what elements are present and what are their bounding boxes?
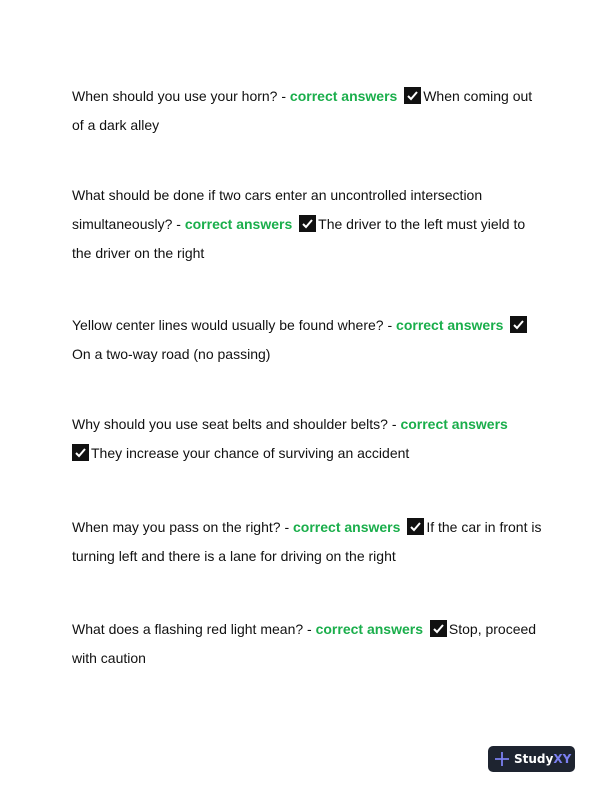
answer-text: Stop, proceed with caution	[72, 621, 537, 666]
question-text: When should you use your horn?	[72, 88, 278, 104]
dash: -	[383, 317, 397, 333]
checkmark-icon	[299, 215, 316, 232]
answer-text: When coming out of a dark alley	[72, 88, 533, 133]
qa-item	[72, 181, 542, 268]
checkmark-icon	[510, 316, 527, 333]
question-text: Why should you use seat belts and shoulder belts?	[72, 416, 388, 432]
correct-answers-label: correct answers	[400, 416, 508, 432]
qa-item	[72, 410, 542, 468]
answer-text: If the car in front is turning left and there is a lane for driving on the right	[72, 519, 542, 564]
plus-icon	[495, 752, 509, 766]
question-text: What does a flashing red light mean?	[72, 621, 304, 637]
correct-answers-label: correct answers	[289, 88, 398, 104]
brand-part1: Study	[514, 752, 554, 766]
checkmark-icon	[404, 87, 421, 104]
answer-text: The driver to the left must yield to the driver on the right	[72, 216, 526, 261]
answer-text: On a two-way road (no passing)	[72, 346, 271, 362]
checkmark-icon	[407, 518, 424, 535]
correct-answers-label: correct answers	[184, 216, 293, 232]
qa-item	[72, 615, 542, 673]
studyxy-badge[interactable]	[488, 746, 575, 772]
correct-answers-label: correct answers	[396, 317, 504, 333]
dash: -	[280, 519, 294, 535]
brand-part2: XY	[553, 752, 572, 766]
correct-answers-label: correct answers	[315, 621, 423, 637]
question-text: Yellow center lines would usually be found where?	[72, 317, 384, 333]
qa-item	[72, 311, 542, 369]
dash: -	[387, 416, 401, 432]
question-text: When may you pass on the right?	[72, 519, 281, 535]
qa-item	[72, 513, 542, 571]
qa-item	[72, 82, 542, 140]
dash: -	[277, 88, 290, 104]
dash: -	[172, 216, 185, 232]
answer-text: They increase your chance of surviving an accident	[91, 445, 410, 461]
checkmark-icon	[430, 620, 447, 637]
correct-answers-label: correct answers	[293, 519, 401, 535]
dash: -	[303, 621, 316, 637]
question-text: What should be done if two cars enter an uncontrolled intersection simultaneously?	[72, 187, 483, 232]
brand-logo	[514, 752, 571, 766]
checkmark-icon	[72, 444, 89, 461]
